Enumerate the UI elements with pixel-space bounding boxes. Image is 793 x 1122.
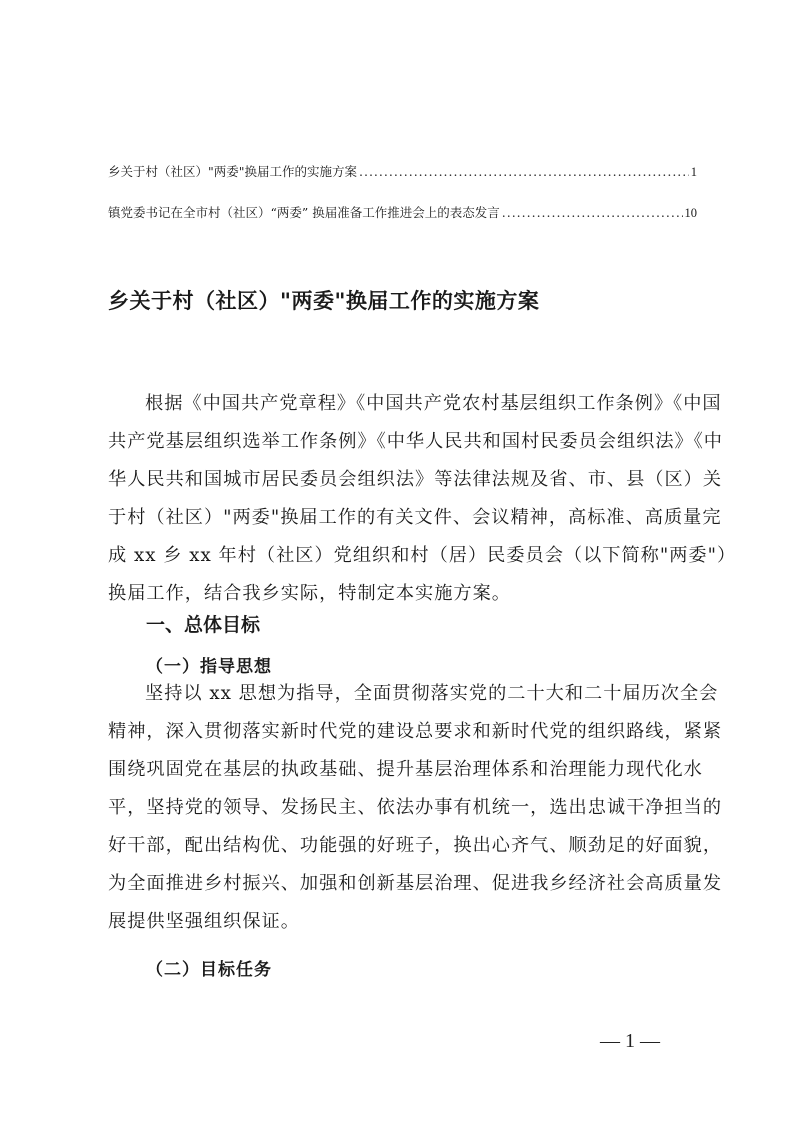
- subsection-heading: （二）目标任务: [146, 960, 272, 980]
- paragraph-line: 坚持以 xx 思想为指导，全面贯彻落实党的二十大和二十届历次全会: [145, 683, 719, 704]
- paragraph-line: 华人民共和国城市居民委员会组织法》等法律法规及省、市、县（区）关: [108, 469, 723, 490]
- paragraph-line: 好干部，配出结构优、功能强的好班子，换出心齐气、顺劲足的好面貌，: [108, 835, 723, 856]
- section-heading: 一、总体目标: [146, 614, 261, 636]
- toc-entry-title: 镇党委书记在全市村（社区）“两委” 换届准备工作推进会上的表态发言: [108, 205, 500, 220]
- paragraph-line: 共产党基层组织选举工作条例》《中华人民共和国村民委员会组织法》《中: [108, 431, 723, 452]
- paragraph-line: 于村（社区）"两委"换届工作的有关文件、会议精神，高标准、高质量完: [108, 507, 722, 528]
- toc-leader-dots: [359, 164, 689, 179]
- toc-leader-dots: [502, 205, 683, 220]
- toc-entry-title: 乡关于村（社区）"两委"换届工作的实施方案: [108, 164, 357, 179]
- document-title: 乡关于村（社区）"两委"换届工作的实施方案: [108, 289, 540, 313]
- guiding-paragraph: [108, 675, 723, 941]
- paragraph-line: 展提供坚强组织保证。: [108, 911, 300, 932]
- paragraph-line: 成 xx 乡 xx 年村（社区）党组织和村（居）民委员会（以下简称"两委"）: [108, 545, 737, 566]
- paragraph-line: 围绕巩固党在基层的执政基础、提升基层治理体系和治理能力现代化水: [108, 759, 703, 780]
- paragraph-line: 精神，深入贯彻落实新时代党的建设总要求和新时代党的组织路线，紧紧: [108, 721, 723, 742]
- paragraph-line: 平，坚持党的领导、发扬民主、依法办事有机统一，选出忠诚干净担当的: [108, 797, 723, 818]
- paragraph-line: 根据《中国共产党章程》《中国共产党农村基层组织工作条例》《中国: [145, 393, 722, 414]
- toc-entry-page: 1: [690, 165, 697, 179]
- paragraph-line: 换届工作，结合我乡实际，特制定本实施方案。: [108, 583, 511, 604]
- subsection-heading: （一）指导思想: [146, 657, 272, 677]
- page-number: — 1 —: [600, 1030, 660, 1052]
- paragraph-line: 为全面推进乡村振兴、加强和创新基层治理、促进我乡经济社会高质量发: [108, 873, 723, 894]
- toc-entry-page: 10: [684, 206, 697, 220]
- intro-paragraph: [108, 385, 737, 613]
- toc-entry[interactable]: [108, 162, 697, 180]
- toc-entry[interactable]: [108, 203, 697, 221]
